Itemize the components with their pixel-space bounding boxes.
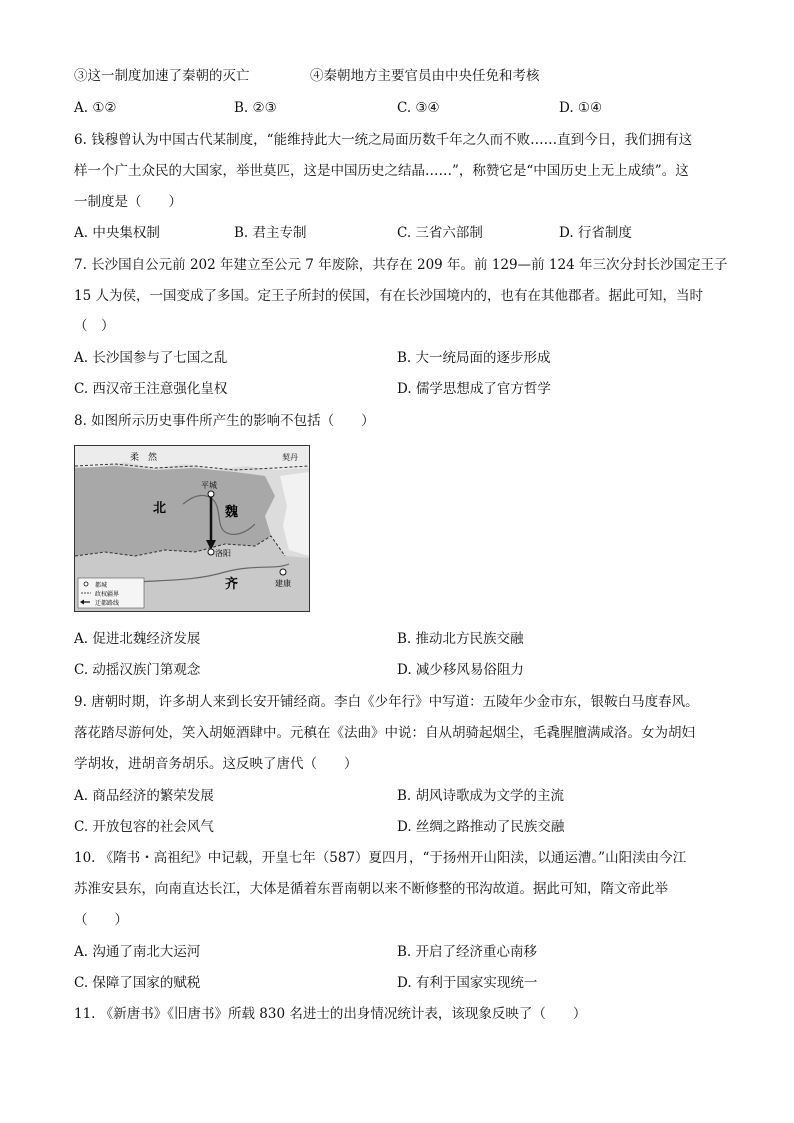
legend-capital: 都城 <box>95 582 108 589</box>
q10-stem-line-3: （ ） <box>74 912 128 928</box>
q8-option-b[interactable]: B. 推动北方民族交融 <box>397 631 524 647</box>
q5-option-a[interactable]: A. ①② <box>74 100 117 116</box>
q5-option-d[interactable]: D. ①④ <box>559 100 603 116</box>
q10-option-b[interactable]: B. 开启了经济重心南移 <box>397 944 538 960</box>
q7-stem-line-2: 15 人为侯，一国变成了多国。定王子所封的侯国，有在长沙国境内的，也有在其他郡者。据此可知，当时 <box>74 288 703 304</box>
q7-option-c[interactable]: C. 西汉帝王注意强化皇权 <box>74 381 228 397</box>
label-pingcheng: 平城 <box>201 481 217 490</box>
legend-route: 迁都路线 <box>95 600 120 607</box>
q6-stem-line-2: 样一个广土众民的大国家，举世莫匹，这是中国历史之结晶……”，称赞它是“中国历史上无上成绩”。这 <box>74 163 689 179</box>
q6-option-a[interactable]: A. 中央集权制 <box>74 225 160 241</box>
q5-statement-3: ③这一制度加速了秦朝的灭亡 <box>74 68 250 84</box>
q10-stem-line-2: 苏淮安县东，向南直达长江，大体是循着东晋南朝以来不断修整的邗沟故道。据此可知，隋文帝此举 <box>74 881 668 897</box>
q9-option-c[interactable]: C. 开放包容的社会风气 <box>74 819 214 835</box>
q8-option-a[interactable]: A. 促进北魏经济发展 <box>74 631 201 647</box>
q10-stem-line-1: 10. 《隋书・高祖纪》中记载，开皇七年（587）夏四月，“于扬州开山阳渎，以通运漕。”山阳渎由今江 <box>74 850 687 866</box>
jiankang-marker <box>280 569 286 575</box>
q8-map <box>74 445 310 612</box>
northern-wei-region <box>75 466 275 556</box>
pingcheng-marker <box>208 491 214 497</box>
label-wei: 魏 <box>225 505 239 520</box>
q6-option-b[interactable]: B. 君主专制 <box>234 225 307 241</box>
q11-stem: 11. 《新唐书》《旧唐书》所载 830 名进士的出身情况统计表，该现象反映了（ ） <box>74 1006 587 1022</box>
q7-option-b[interactable]: B. 大一统局面的逐步形成 <box>397 350 551 366</box>
legend-capital-icon <box>84 582 88 586</box>
legend-border: 政权疆界 <box>95 591 120 598</box>
label-qi: 齐 <box>225 577 239 592</box>
q8-option-d[interactable]: D. 减少移风易俗阻力 <box>397 662 524 678</box>
label-luoyang: 洛阳 <box>215 549 231 558</box>
q10-option-a[interactable]: A. 沟通了南北大运河 <box>74 944 201 960</box>
label-jiankang: 建康 <box>275 579 291 588</box>
q7-option-a[interactable]: A. 长沙国参与了七国之乱 <box>74 350 228 366</box>
q6-option-c[interactable]: C. 三省六部制 <box>397 225 483 241</box>
label-gaoli: 契丹 <box>282 453 298 462</box>
q5-option-c[interactable]: C. ③④ <box>397 100 440 116</box>
map-svg <box>75 446 309 611</box>
q9-option-b[interactable]: B. 胡风诗歌成为文学的主流 <box>397 788 565 804</box>
q7-option-d[interactable]: D. 儒学思想成了官方哲学 <box>397 381 551 397</box>
q5-option-b[interactable]: B. ②③ <box>234 100 277 116</box>
q9-stem-line-3: 学胡妆，进胡音务胡乐。这反映了唐代（ ） <box>74 756 358 772</box>
q6-option-d[interactable]: D. 行省制度 <box>559 225 632 241</box>
q10-option-c[interactable]: C. 保障了国家的赋税 <box>74 975 201 991</box>
q7-stem-line-3: （ ） <box>74 318 115 334</box>
label-bei: 北 <box>153 501 167 516</box>
q6-stem-line-1: 6. 钱穆曾认为中国古代某制度，“能维持此大一统之局面历数千年之久而不败……直到今日，我们拥有这 <box>74 132 693 148</box>
q8-stem: 8. 如图所示历史事件所产生的影响不包括（ ） <box>74 413 375 429</box>
q8-option-c[interactable]: C. 动摇汉族门第观念 <box>74 662 201 678</box>
q9-stem-line-1: 9. 唐朝时期，许多胡人来到长安开铺经商。李白《少年行》中写道：五陵年少金市东，银鞍白马度春风。 <box>74 694 699 710</box>
q9-option-d[interactable]: D. 丝绸之路推动了民族交融 <box>397 819 565 835</box>
q10-option-d[interactable]: D. 有利于国家实现统一 <box>397 975 538 991</box>
q7-stem-line-1: 7. 长沙国自公元前 202 年建立至公元 7 年废除，共存在 209 年。前 129—前 124 年三次分封长沙国定王子 <box>74 257 728 273</box>
q5-statement-4: ④秦朝地方主要官员由中央任免和考核 <box>310 68 540 84</box>
luoyang-marker <box>208 549 214 555</box>
q6-stem-line-3: 一制度是（ ） <box>74 194 182 210</box>
q9-stem-line-2: 落花踏尽游何处，笑入胡姬酒肆中。元稹在《法曲》中说：自从胡骑起烟尘，毛毳腥膻满咸洛。女为胡妇 <box>74 725 695 741</box>
q9-option-a[interactable]: A. 商品经济的繁荣发展 <box>74 788 214 804</box>
label-rouran: 柔 然 <box>130 453 158 463</box>
